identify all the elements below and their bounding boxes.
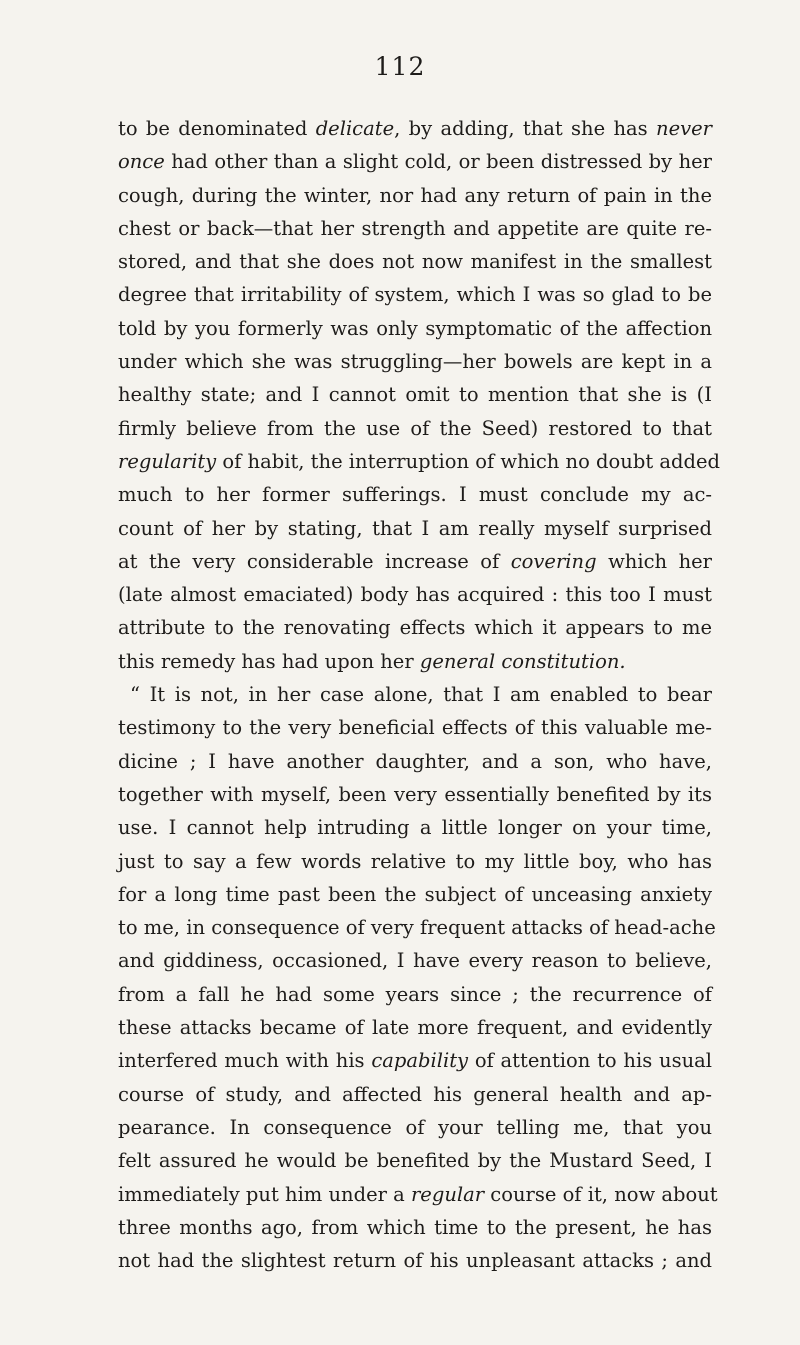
text-run: at the very considerable increase of bbox=[118, 549, 511, 573]
italic-text-run: delicate bbox=[315, 117, 395, 140]
text-run: course of it, now about bbox=[484, 1182, 718, 1206]
text-line bbox=[118, 1144, 712, 1177]
text-line bbox=[118, 1211, 712, 1244]
text-run: stored, and that she does not now manifest in the smallest bbox=[118, 250, 712, 274]
text-line bbox=[118, 778, 712, 811]
text-line bbox=[118, 745, 712, 778]
text-line bbox=[118, 278, 712, 311]
italic-text-run: regularity bbox=[118, 449, 217, 473]
text-line bbox=[118, 145, 712, 178]
text-run: these attacks became of late more frequent, and evidently bbox=[118, 1016, 712, 1040]
text-line bbox=[118, 378, 712, 411]
text-run: (late almost emaciated) body has acquired : this too I must bbox=[118, 583, 712, 607]
text-run: “ It is not, in her case alone, that I am enabled to bear bbox=[130, 683, 712, 707]
text-run: count of her by stating, that I am really myself surprised bbox=[118, 516, 712, 540]
text-line bbox=[118, 911, 716, 944]
text-run: of habit, the interruption of which no doubt added bbox=[216, 449, 720, 473]
text-line bbox=[118, 811, 712, 844]
text-run: immediately put him under a bbox=[118, 1182, 411, 1206]
text-run: together with myself, been very essentially benefited by its bbox=[118, 782, 712, 806]
text-run: chest or back—that her strength and appetite are quite re- bbox=[118, 216, 712, 240]
text-run: degree that irritability of system, which I was so glad to be bbox=[118, 283, 712, 307]
text-run: just to say a few words relative to my little boy, who has bbox=[118, 849, 712, 873]
text-line bbox=[118, 611, 712, 644]
text-line bbox=[118, 512, 712, 545]
text-line bbox=[118, 645, 712, 678]
text-line bbox=[118, 944, 712, 977]
text-line bbox=[118, 1111, 712, 1144]
text-line bbox=[118, 112, 712, 145]
text-run: course of study, and affected his general health and ap- bbox=[118, 1082, 712, 1106]
page-number: 112 bbox=[374, 52, 426, 81]
text-line bbox=[118, 445, 720, 478]
text-run: and giddiness, occasioned, I have every reason to believe, bbox=[118, 949, 712, 973]
text-run: use. I cannot help intruding a little longer on your time, bbox=[118, 816, 712, 840]
text-line bbox=[118, 1178, 718, 1211]
text-line bbox=[118, 1011, 712, 1044]
text-line bbox=[118, 412, 712, 445]
text-run: from a fall he had some years since ; the recurrence of bbox=[118, 982, 712, 1006]
text-run: , by adding, that she has bbox=[394, 117, 657, 140]
text-line bbox=[118, 678, 712, 711]
text-line bbox=[118, 245, 712, 278]
text-run: for a long time past been the subject of unceasing anxiety bbox=[118, 882, 712, 906]
text-line bbox=[118, 179, 712, 212]
text-run: felt assured he would be benefited by the Mustard Seed, I bbox=[118, 1149, 712, 1173]
text-run: interfered much with his bbox=[118, 1049, 372, 1073]
italic-text-run: capability bbox=[371, 1049, 469, 1073]
body-text bbox=[118, 112, 720, 1277]
text-line bbox=[118, 711, 712, 744]
italic-text-run: general constitution. bbox=[419, 649, 626, 673]
italic-text-run: never bbox=[656, 117, 712, 140]
text-run: much to her former sufferings. I must conclude my ac- bbox=[118, 483, 712, 507]
text-line bbox=[118, 312, 712, 345]
text-line bbox=[118, 1078, 712, 1111]
text-run: under which she was struggling—her bowels are kept in a bbox=[118, 350, 712, 374]
text-run: had other than a slight cold, or been distressed by her bbox=[164, 150, 712, 174]
text-line bbox=[118, 545, 712, 578]
italic-text-run: covering bbox=[510, 549, 597, 573]
text-run: testimony to the very beneficial effects of this valuable me- bbox=[118, 716, 712, 740]
text-run: to be denominated bbox=[118, 117, 316, 140]
italic-text-run: once bbox=[118, 150, 165, 174]
text-line bbox=[118, 1244, 712, 1277]
text-run: this remedy has had upon her bbox=[118, 649, 420, 673]
text-run: firmly believe from the use of the Seed) restored to that bbox=[118, 416, 712, 440]
text-run: attribute to the renovating effects which it appears to me bbox=[118, 616, 712, 640]
text-line bbox=[118, 478, 712, 511]
text-run: healthy state; and I cannot omit to mention that she is (I bbox=[118, 383, 712, 407]
text-run: three months ago, from which time to the present, he has bbox=[118, 1215, 712, 1239]
italic-text-run: regular bbox=[410, 1182, 485, 1206]
text-line bbox=[118, 578, 712, 611]
text-line bbox=[118, 1044, 712, 1077]
text-run: of attention to his usual bbox=[468, 1049, 712, 1073]
text-line bbox=[118, 212, 712, 245]
text-run: to me, in consequence of very frequent attacks of head-ache bbox=[118, 916, 716, 940]
text-line bbox=[118, 345, 712, 378]
text-run: pearance. In consequence of your telling me, that you bbox=[118, 1115, 712, 1139]
text-run: not had the slightest return of his unpleasant attacks ; and bbox=[118, 1249, 712, 1273]
text-run: cough, during the winter, nor had any return of pain in the bbox=[118, 183, 712, 207]
text-run: told by you formerly was only symptomatic of the affection bbox=[118, 316, 712, 340]
text-line bbox=[118, 845, 712, 878]
text-line bbox=[118, 878, 712, 911]
text-line bbox=[118, 978, 712, 1011]
text-run: dicine ; I have another daughter, and a son, who have, bbox=[118, 749, 712, 773]
text-run: which her bbox=[596, 549, 712, 573]
